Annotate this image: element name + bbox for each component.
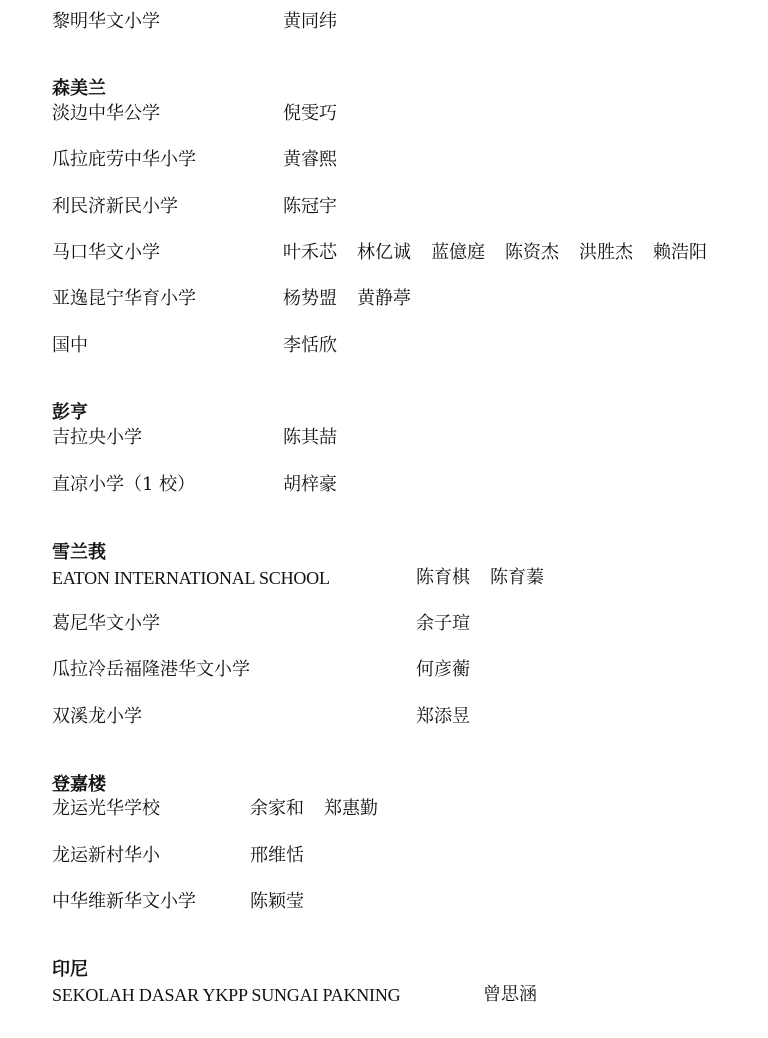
state-heading: 登嘉楼 [52,774,106,795]
state-heading: 森美兰 [52,78,106,99]
school-name: 瓜拉庇劳中华小学 [52,149,196,170]
school-name: 葛尼华文小学 [52,613,160,634]
school-name: 国中 [52,335,88,356]
student-name: 何彦蘅 [416,659,470,680]
student-names [283,148,357,172]
student-name: 郑添昱 [416,706,470,727]
student-name: 陈颖莹 [250,891,304,912]
student-name: 陈资杰 [505,242,559,263]
state-heading: 雪兰莪 [52,542,106,563]
state-heading: 印尼 [52,959,88,980]
student-names [283,241,707,265]
student-name: 陈其喆 [283,427,337,448]
student-name: 余家和 [250,798,304,819]
student-name: 黄睿熙 [283,149,337,170]
student-names [250,797,398,821]
school-name: 直凉小学（1 校） [52,474,196,495]
school-name: 亚逸昆宁华育小学 [52,288,196,309]
school-name: SEKOLAH DASAR YKPP SUNGAI PAKNING [52,985,401,1005]
school-name: EATON INTERNATIONAL SCHOOL [52,568,330,588]
school-name: 吉拉央小学 [52,427,142,448]
school-name: 黎明华文小学 [52,11,160,32]
state-heading: 彭亨 [52,402,88,423]
student-name: 杨势盟 [283,288,337,309]
student-name: 郑惠勤 [324,798,378,819]
student-name: 邢维恬 [250,845,304,866]
student-names [283,10,357,34]
student-names [283,334,357,358]
student-name: 洪胜杰 [579,242,633,263]
student-name: 蓝億庭 [431,242,485,263]
student-names [416,658,490,682]
student-name: 倪雯巧 [283,103,337,124]
school-name: 瓜拉冷岳福隆港华文小学 [52,659,250,680]
student-names [250,844,324,868]
school-name: 利民济新民小学 [52,196,178,217]
student-names [416,705,490,729]
student-name: 李恬欣 [283,335,337,356]
student-name: 陈育蓁 [490,567,544,588]
student-names [283,195,357,219]
school-name: 双溪龙小学 [52,706,142,727]
student-names [250,890,324,914]
student-name: 余子瑄 [416,613,470,634]
student-name: 黄同纬 [283,11,337,32]
student-names [283,473,357,497]
student-name: 叶禾芯 [283,242,337,263]
school-name: 龙运新村华小 [52,845,160,866]
student-names [283,287,431,311]
student-names [283,426,357,450]
student-names [483,983,557,1007]
school-name: 马口华文小学 [52,242,160,263]
school-name: 淡边中华公学 [52,103,160,124]
student-name: 黄静葶 [357,288,411,309]
school-name: 龙运光华学校 [52,798,160,819]
student-names [416,566,564,590]
student-name: 胡梓豪 [283,474,337,495]
school-name: 中华维新华文小学 [52,891,196,912]
student-name: 陈冠宇 [283,196,337,217]
student-name: 陈育棋 [416,567,470,588]
student-name: 曾思涵 [483,984,537,1005]
student-name: 林亿诚 [357,242,411,263]
student-name: 赖浩阳 [653,242,707,263]
student-names [283,102,357,126]
student-names [416,612,490,636]
